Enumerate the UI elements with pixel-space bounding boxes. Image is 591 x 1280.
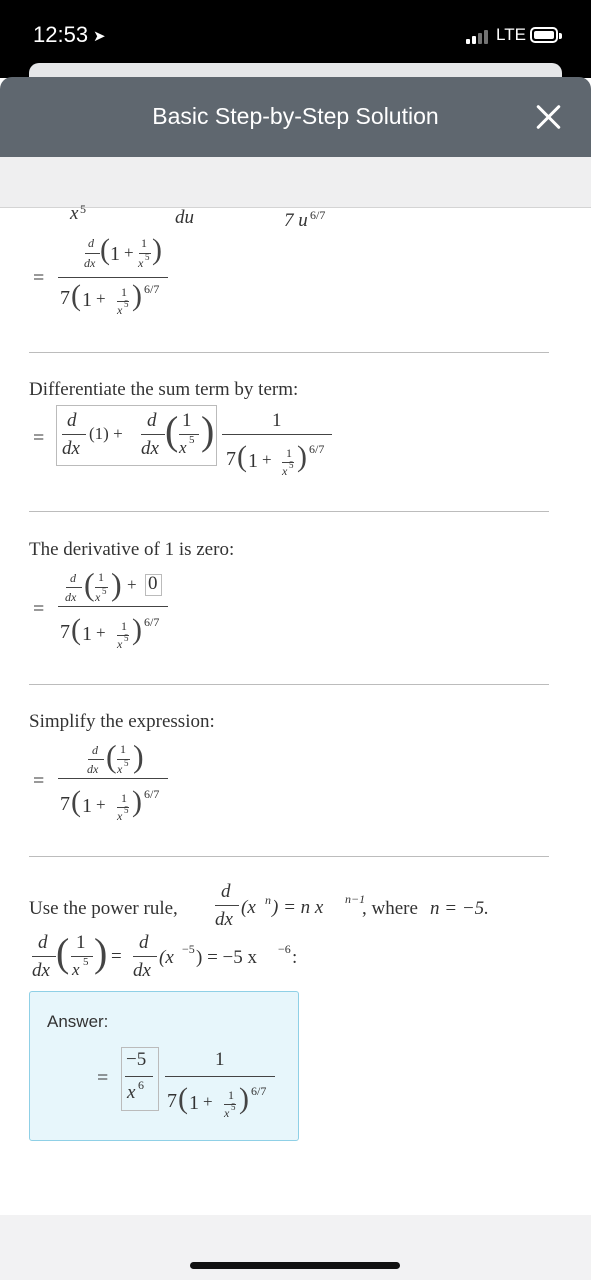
status-time: 12:53 — [33, 22, 89, 47]
battery-icon — [530, 27, 558, 43]
step-description: Simplify the expression: — [29, 711, 215, 732]
step-description: The derivative of 1 is zero: — [29, 539, 235, 560]
home-indicator[interactable] — [190, 1262, 400, 1269]
location-arrow-icon: ➤ — [93, 28, 106, 45]
step-divider — [29, 684, 549, 685]
signal-strength-icon — [466, 30, 492, 44]
modal-title: Basic Step-by-Step Solution — [152, 103, 439, 129]
step-divider — [29, 352, 549, 353]
modal-header — [0, 77, 591, 157]
step-divider — [29, 856, 549, 857]
step-description: Differentiate the sum term by term: — [29, 379, 299, 400]
step-description: Use the power rule, — [29, 898, 178, 919]
step-divider — [29, 511, 549, 512]
bottom-bar — [0, 1215, 591, 1280]
close-icon[interactable] — [533, 101, 565, 133]
network-type: LTE — [496, 25, 526, 44]
answer-box: Answer: = −5 x 6 1 7 ( 1 + 1 x 5 ) 6/7 — [29, 991, 299, 1141]
answer-label: Answer: — [47, 1012, 109, 1031]
toolbar-band — [0, 157, 591, 208]
